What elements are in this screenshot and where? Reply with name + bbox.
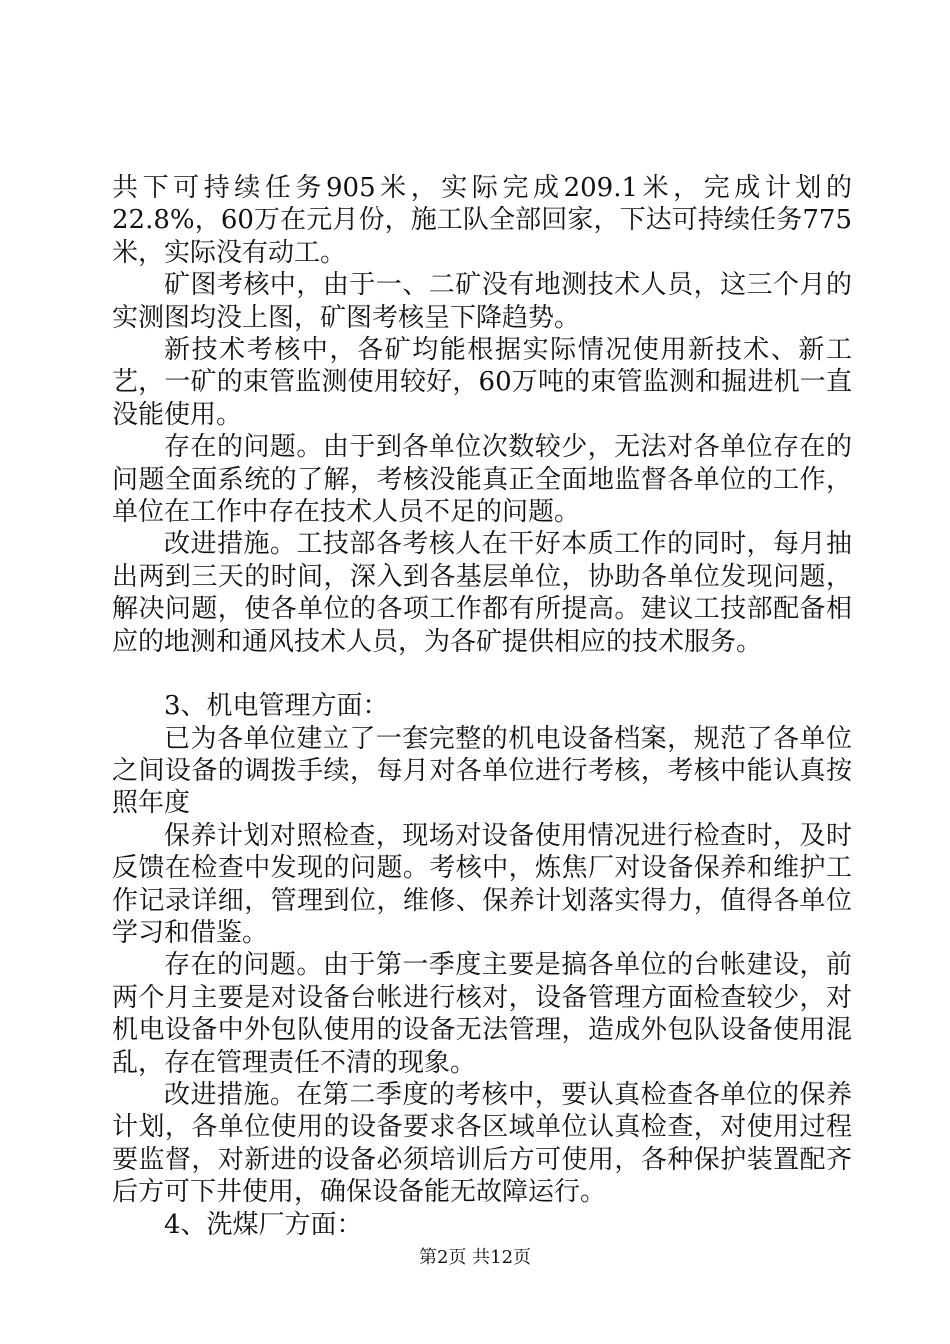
paragraph-new-technology-assessment: 新技术考核中，各矿均能根据实际情况使用新技术、新工艺，一矿的束管监测使用较好，60万吨的束管监测和掘进机一直没能使用。	[112, 335, 852, 430]
paragraph-continuation: 共下可持续任务905米，实际完成209.1米，完成计划的22.8%，60万在元月份，施工队全部回家，下达可持续任务775米，实际没有动工。	[112, 173, 852, 268]
section-4-heading: 4、洗煤厂方面：	[164, 1209, 363, 1240]
page-footer: 第2页 共12页	[418, 1247, 532, 1268]
section-3-heading: 3、机电管理方面：	[164, 691, 389, 722]
paragraph-maintenance-plan-check: 保养计划对照检查，现场对设备使用情况进行检查时，及时反馈在检查中发现的问题。考核中，炼焦厂对设备保养和维护工作记录详细，管理到位，维修、保养计划落实得力，值得各单位学习和借鉴。	[112, 820, 852, 948]
paragraph-equipment-files: 已为各单位建立了一套完整的机电设备档案，规范了各单位之间设备的调拨手续，每月对各单位进行考核，考核中能认真按照年度	[112, 723, 852, 819]
paragraph-mine-map-assessment: 矿图考核中，由于一、二矿没有地测技术人员，这三个月的实测图均没上图，矿图考核呈下降趋势。	[112, 270, 852, 333]
paragraph-equipment-problems: 存在的问题。由于第一季度主要是搞各单位的台帐建设，前两个月主要是对设备台帐进行核对，设备管理方面检查较少，对机电设备中外包队使用的设备无法管理，造成外包队设备使用混乱，存在管理责任不清的现象。	[112, 950, 852, 1078]
paragraph-improvement-measures: 改进措施。工技部各考核人在干好本质工作的同时，每月抽出两到三天的时间，深入到各基层单位，协助各单位发现问题，解决问题，使各单位的各项工作都有所提高。建议工技部配备相应的地测和通风技术人员，为各矿提供相应的技术服务。	[112, 529, 852, 657]
paragraph-existing-problems: 存在的问题。由于到各单位次数较少，无法对各单位存在的问题全面系统的了解，考核没能真正全面地监督各单位的工作，单位在工作中存在技术人员不足的问题。	[112, 432, 852, 528]
paragraph-equipment-improvements: 改进措施。在第二季度的考核中，要认真检查各单位的保养计划，各单位使用的设备要求各区域单位认真检查，对使用过程要监督，对新进的设备必须培训后方可使用，各种保护装置配齐后方可下井使用，确保设备能无故障运行。	[112, 1079, 852, 1208]
document-body	[112, 172, 852, 1241]
paragraph-spacer	[112, 658, 852, 690]
